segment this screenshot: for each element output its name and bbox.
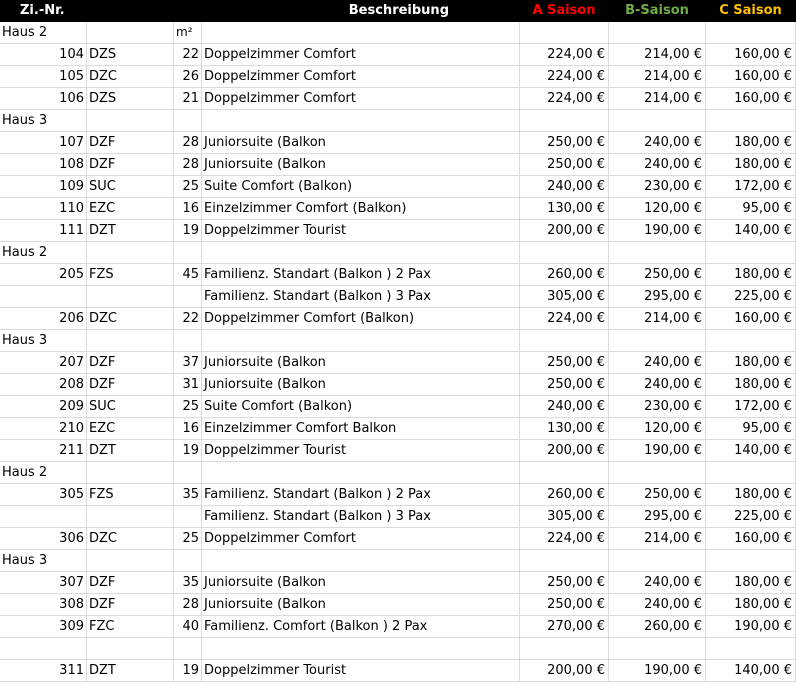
- description-cell[interactable]: Suite Comfort (Balkon): [202, 396, 520, 418]
- a-saison-price-cell[interactable]: 250,00 €: [520, 154, 609, 176]
- empty-cell[interactable]: [87, 242, 174, 264]
- room-size-cell[interactable]: 22: [174, 308, 202, 330]
- b-saison-price-cell[interactable]: 214,00 €: [609, 528, 706, 550]
- table-body: [0, 22, 796, 682]
- table-row: [0, 506, 796, 528]
- b-saison-price-cell[interactable]: 240,00 €: [609, 352, 706, 374]
- a-saison-price-cell[interactable]: 260,00 €: [520, 484, 609, 506]
- room-number-cell[interactable]: 106: [0, 88, 87, 110]
- c-saison-price-cell[interactable]: 160,00 €: [706, 308, 796, 330]
- house-label-cell[interactable]: Haus 3: [0, 330, 87, 352]
- a-saison-price-cell[interactable]: 250,00 €: [520, 572, 609, 594]
- a-saison-price-cell[interactable]: 200,00 €: [520, 660, 609, 682]
- description-cell[interactable]: Doppelzimmer Tourist: [202, 660, 520, 682]
- room-code-cell[interactable]: FZS: [87, 484, 174, 506]
- room-code-cell[interactable]: DZF: [87, 132, 174, 154]
- room-size-cell[interactable]: 28: [174, 132, 202, 154]
- a-saison-price-cell[interactable]: 224,00 €: [520, 308, 609, 330]
- empty-cell[interactable]: [87, 330, 174, 352]
- empty-cell[interactable]: [202, 110, 520, 132]
- description-cell[interactable]: Doppelzimmer Tourist: [202, 220, 520, 242]
- empty-cell[interactable]: [706, 330, 796, 352]
- header-blank-code[interactable]: [87, 0, 174, 22]
- table-row: [0, 396, 796, 418]
- description-cell[interactable]: Doppelzimmer Comfort: [202, 528, 520, 550]
- header-c-saison[interactable]: C Saison: [706, 0, 796, 22]
- room-number-cell[interactable]: 109: [0, 176, 87, 198]
- description-cell[interactable]: Suite Comfort (Balkon): [202, 176, 520, 198]
- b-saison-price-cell[interactable]: 190,00 €: [609, 220, 706, 242]
- room-size-cell[interactable]: 19: [174, 440, 202, 462]
- empty-cell[interactable]: [202, 638, 520, 660]
- empty-cell[interactable]: [202, 22, 520, 44]
- table-row: [0, 286, 796, 308]
- empty-cell[interactable]: [202, 550, 520, 572]
- table-row: [0, 440, 796, 462]
- description-cell[interactable]: Juniorsuite (Balkon: [202, 594, 520, 616]
- c-saison-price-cell[interactable]: 225,00 €: [706, 506, 796, 528]
- room-size-cell[interactable]: 25: [174, 176, 202, 198]
- table-row: [0, 594, 796, 616]
- b-saison-price-cell[interactable]: 240,00 €: [609, 594, 706, 616]
- c-saison-price-cell[interactable]: 180,00 €: [706, 594, 796, 616]
- a-saison-price-cell[interactable]: 250,00 €: [520, 352, 609, 374]
- room-code-cell[interactable]: EZC: [87, 198, 174, 220]
- table-row: [0, 616, 796, 638]
- empty-cell[interactable]: [174, 110, 202, 132]
- empty-cell[interactable]: [174, 330, 202, 352]
- room-number-cell[interactable]: 311: [0, 660, 87, 682]
- empty-cell[interactable]: [706, 462, 796, 484]
- table-row: [0, 374, 796, 396]
- table-row: [0, 154, 796, 176]
- empty-cell[interactable]: [174, 242, 202, 264]
- description-cell[interactable]: Doppelzimmer Tourist: [202, 440, 520, 462]
- room-size-cell[interactable]: 16: [174, 418, 202, 440]
- b-saison-price-cell[interactable]: 230,00 €: [609, 176, 706, 198]
- c-saison-price-cell[interactable]: 180,00 €: [706, 374, 796, 396]
- room-code-cell[interactable]: DZF: [87, 374, 174, 396]
- empty-cell[interactable]: [520, 638, 609, 660]
- b-saison-price-cell[interactable]: 214,00 €: [609, 88, 706, 110]
- room-number-cell[interactable]: 110: [0, 198, 87, 220]
- room-size-cell[interactable]: 35: [174, 572, 202, 594]
- empty-cell[interactable]: [520, 110, 609, 132]
- table-row: [0, 176, 796, 198]
- description-cell[interactable]: Familienz. Standart (Balkon ) 2 Pax: [202, 264, 520, 286]
- description-cell[interactable]: Einzelzimmer Comfort (Balkon): [202, 198, 520, 220]
- b-saison-price-cell[interactable]: 120,00 €: [609, 198, 706, 220]
- c-saison-price-cell[interactable]: 140,00 €: [706, 660, 796, 682]
- room-code-cell[interactable]: DZS: [87, 44, 174, 66]
- room-number-cell[interactable]: 211: [0, 440, 87, 462]
- description-cell[interactable]: Doppelzimmer Comfort (Balkon): [202, 308, 520, 330]
- room-code-cell[interactable]: [87, 506, 174, 528]
- b-saison-price-cell[interactable]: 240,00 €: [609, 572, 706, 594]
- table-row: [0, 220, 796, 242]
- b-saison-price-cell[interactable]: 250,00 €: [609, 484, 706, 506]
- a-saison-price-cell[interactable]: 305,00 €: [520, 286, 609, 308]
- room-code-cell[interactable]: SUC: [87, 396, 174, 418]
- house-row: [0, 550, 796, 572]
- room-size-cell[interactable]: 28: [174, 594, 202, 616]
- room-number-cell[interactable]: 111: [0, 220, 87, 242]
- description-cell[interactable]: Doppelzimmer Comfort: [202, 88, 520, 110]
- c-saison-price-cell[interactable]: 225,00 €: [706, 286, 796, 308]
- room-number-cell[interactable]: 104: [0, 44, 87, 66]
- room-number-cell[interactable]: 206: [0, 308, 87, 330]
- c-saison-price-cell[interactable]: 95,00 €: [706, 198, 796, 220]
- room-number-cell[interactable]: 210: [0, 418, 87, 440]
- room-code-cell[interactable]: DZT: [87, 660, 174, 682]
- house-label-cell[interactable]: Haus 3: [0, 110, 87, 132]
- house-label-cell[interactable]: Haus 2: [0, 22, 87, 44]
- b-saison-price-cell[interactable]: 120,00 €: [609, 418, 706, 440]
- b-saison-price-cell[interactable]: 240,00 €: [609, 154, 706, 176]
- empty-cell[interactable]: [202, 242, 520, 264]
- c-saison-price-cell[interactable]: 180,00 €: [706, 352, 796, 374]
- a-saison-price-cell[interactable]: 250,00 €: [520, 374, 609, 396]
- a-saison-price-cell[interactable]: 260,00 €: [520, 264, 609, 286]
- house-label-cell[interactable]: Haus 2: [0, 462, 87, 484]
- c-saison-price-cell[interactable]: 95,00 €: [706, 418, 796, 440]
- a-saison-price-cell[interactable]: 130,00 €: [520, 198, 609, 220]
- table-row: [0, 132, 796, 154]
- room-number-cell[interactable]: 108: [0, 154, 87, 176]
- a-saison-price-cell[interactable]: 270,00 €: [520, 616, 609, 638]
- empty-cell[interactable]: [609, 110, 706, 132]
- b-saison-price-cell[interactable]: 230,00 €: [609, 396, 706, 418]
- room-code-cell[interactable]: EZC: [87, 418, 174, 440]
- room-size-cell[interactable]: [174, 286, 202, 308]
- header-blank-m2[interactable]: [174, 0, 202, 22]
- header-row: [0, 0, 796, 22]
- table-row: [0, 352, 796, 374]
- empty-cell[interactable]: [87, 550, 174, 572]
- room-code-cell[interactable]: DZS: [87, 88, 174, 110]
- room-code-cell[interactable]: DZF: [87, 572, 174, 594]
- header-zi-nr[interactable]: Zi.-Nr.: [0, 0, 87, 22]
- room-code-cell[interactable]: FZC: [87, 616, 174, 638]
- room-size-cell[interactable]: 21: [174, 88, 202, 110]
- room-size-cell[interactable]: 40: [174, 616, 202, 638]
- description-cell[interactable]: Familienz. Standart (Balkon ) 3 Pax: [202, 286, 520, 308]
- house-row: [0, 242, 796, 264]
- empty-cell[interactable]: [174, 638, 202, 660]
- room-code-cell[interactable]: SUC: [87, 176, 174, 198]
- empty-cell[interactable]: [609, 462, 706, 484]
- b-saison-price-cell[interactable]: 240,00 €: [609, 374, 706, 396]
- room-size-cell[interactable]: 45: [174, 264, 202, 286]
- room-number-cell[interactable]: 208: [0, 374, 87, 396]
- table-row: [0, 198, 796, 220]
- room-number-cell[interactable]: 309: [0, 616, 87, 638]
- empty-cell[interactable]: [609, 550, 706, 572]
- b-saison-price-cell[interactable]: 190,00 €: [609, 440, 706, 462]
- empty-cell[interactable]: [520, 462, 609, 484]
- room-size-cell[interactable]: 26: [174, 66, 202, 88]
- a-saison-price-cell[interactable]: 240,00 €: [520, 176, 609, 198]
- room-number-cell[interactable]: 205: [0, 264, 87, 286]
- room-code-cell[interactable]: DZC: [87, 66, 174, 88]
- table-row: [0, 484, 796, 506]
- table-row: [0, 528, 796, 550]
- empty-cell[interactable]: [520, 550, 609, 572]
- room-code-cell[interactable]: DZT: [87, 220, 174, 242]
- a-saison-price-cell[interactable]: 224,00 €: [520, 44, 609, 66]
- table-row: [0, 660, 796, 682]
- room-code-cell[interactable]: [87, 286, 174, 308]
- c-saison-price-cell[interactable]: 180,00 €: [706, 154, 796, 176]
- description-cell[interactable]: Familienz. Standart (Balkon ) 2 Pax: [202, 484, 520, 506]
- b-saison-price-cell[interactable]: 295,00 €: [609, 286, 706, 308]
- c-saison-price-cell[interactable]: 160,00 €: [706, 44, 796, 66]
- description-cell[interactable]: Juniorsuite (Balkon: [202, 572, 520, 594]
- house-label-cell[interactable]: Haus 2: [0, 242, 87, 264]
- empty-cell[interactable]: [87, 638, 174, 660]
- room-number-cell[interactable]: [0, 286, 87, 308]
- room-code-cell[interactable]: DZF: [87, 154, 174, 176]
- b-saison-price-cell[interactable]: 214,00 €: [609, 66, 706, 88]
- empty-cell[interactable]: [87, 22, 174, 44]
- empty-cell[interactable]: [520, 22, 609, 44]
- room-code-cell[interactable]: FZS: [87, 264, 174, 286]
- room-size-cell[interactable]: 31: [174, 374, 202, 396]
- empty-cell[interactable]: [202, 330, 520, 352]
- room-size-cell[interactable]: [174, 506, 202, 528]
- c-saison-price-cell[interactable]: 140,00 €: [706, 220, 796, 242]
- room-number-cell[interactable]: 107: [0, 132, 87, 154]
- room-code-cell[interactable]: DZF: [87, 352, 174, 374]
- empty-cell[interactable]: [706, 242, 796, 264]
- description-cell[interactable]: Juniorsuite (Balkon: [202, 132, 520, 154]
- room-code-cell[interactable]: DZF: [87, 594, 174, 616]
- description-cell[interactable]: Juniorsuite (Balkon: [202, 352, 520, 374]
- room-number-cell[interactable]: [0, 506, 87, 528]
- empty-cell[interactable]: [706, 638, 796, 660]
- room-size-cell[interactable]: 25: [174, 396, 202, 418]
- room-number-cell[interactable]: 105: [0, 66, 87, 88]
- empty-cell[interactable]: [202, 462, 520, 484]
- a-saison-price-cell[interactable]: 200,00 €: [520, 440, 609, 462]
- description-cell[interactable]: Juniorsuite (Balkon: [202, 374, 520, 396]
- a-saison-price-cell[interactable]: 224,00 €: [520, 88, 609, 110]
- table-row: [0, 66, 796, 88]
- b-saison-price-cell[interactable]: 260,00 €: [609, 616, 706, 638]
- empty-cell[interactable]: [609, 22, 706, 44]
- header-b-saison[interactable]: B-Saison: [609, 0, 706, 22]
- empty-cell[interactable]: [706, 22, 796, 44]
- room-size-cell[interactable]: 22: [174, 44, 202, 66]
- table-row: [0, 88, 796, 110]
- c-saison-price-cell[interactable]: 180,00 €: [706, 264, 796, 286]
- c-saison-price-cell[interactable]: 172,00 €: [706, 176, 796, 198]
- b-saison-price-cell[interactable]: 214,00 €: [609, 308, 706, 330]
- house-row: [0, 22, 796, 44]
- c-saison-price-cell[interactable]: 172,00 €: [706, 396, 796, 418]
- house-label-cell[interactable]: Haus 3: [0, 550, 87, 572]
- a-saison-price-cell[interactable]: 200,00 €: [520, 220, 609, 242]
- b-saison-price-cell[interactable]: 240,00 €: [609, 132, 706, 154]
- a-saison-price-cell[interactable]: 240,00 €: [520, 396, 609, 418]
- room-size-cell[interactable]: 16: [174, 198, 202, 220]
- house-row: [0, 330, 796, 352]
- room-code-cell[interactable]: DZC: [87, 308, 174, 330]
- header-beschreibung[interactable]: Beschreibung: [202, 0, 520, 22]
- empty-cell[interactable]: [520, 242, 609, 264]
- description-cell[interactable]: Familienz. Standart (Balkon ) 3 Pax: [202, 506, 520, 528]
- description-cell[interactable]: Familienz. Comfort (Balkon ) 2 Pax: [202, 616, 520, 638]
- c-saison-price-cell[interactable]: 160,00 €: [706, 528, 796, 550]
- unit-cell[interactable]: m²: [174, 22, 202, 44]
- room-size-cell[interactable]: 35: [174, 484, 202, 506]
- house-row: [0, 462, 796, 484]
- b-saison-price-cell[interactable]: 190,00 €: [609, 660, 706, 682]
- empty-cell[interactable]: [706, 110, 796, 132]
- room-size-cell[interactable]: 37: [174, 352, 202, 374]
- room-code-cell[interactable]: DZC: [87, 528, 174, 550]
- empty-cell[interactable]: [87, 110, 174, 132]
- c-saison-price-cell[interactable]: 180,00 €: [706, 572, 796, 594]
- c-saison-price-cell[interactable]: 140,00 €: [706, 440, 796, 462]
- room-number-cell[interactable]: 306: [0, 528, 87, 550]
- b-saison-price-cell[interactable]: 250,00 €: [609, 264, 706, 286]
- room-number-cell[interactable]: 209: [0, 396, 87, 418]
- a-saison-price-cell[interactable]: 305,00 €: [520, 506, 609, 528]
- a-saison-price-cell[interactable]: 130,00 €: [520, 418, 609, 440]
- header-a-saison[interactable]: A Saison: [520, 0, 609, 22]
- c-saison-price-cell[interactable]: 160,00 €: [706, 66, 796, 88]
- house-row: [0, 110, 796, 132]
- room-size-cell[interactable]: 25: [174, 528, 202, 550]
- c-saison-price-cell[interactable]: 180,00 €: [706, 132, 796, 154]
- c-saison-price-cell[interactable]: 160,00 €: [706, 88, 796, 110]
- c-saison-price-cell[interactable]: 190,00 €: [706, 616, 796, 638]
- b-saison-price-cell[interactable]: 295,00 €: [609, 506, 706, 528]
- description-cell[interactable]: Juniorsuite (Balkon: [202, 154, 520, 176]
- room-code-cell[interactable]: DZT: [87, 440, 174, 462]
- empty-cell[interactable]: [520, 330, 609, 352]
- empty-cell[interactable]: [87, 462, 174, 484]
- description-cell[interactable]: Doppelzimmer Comfort: [202, 44, 520, 66]
- empty-cell[interactable]: [174, 550, 202, 572]
- blank-row: [0, 638, 796, 660]
- empty-cell[interactable]: [174, 462, 202, 484]
- table-row: [0, 264, 796, 286]
- room-size-cell[interactable]: 19: [174, 220, 202, 242]
- a-saison-price-cell[interactable]: 224,00 €: [520, 66, 609, 88]
- room-number-cell[interactable]: 307: [0, 572, 87, 594]
- empty-cell[interactable]: [609, 242, 706, 264]
- table-row: [0, 418, 796, 440]
- a-saison-price-cell[interactable]: 250,00 €: [520, 132, 609, 154]
- table-row: [0, 572, 796, 594]
- empty-cell[interactable]: [609, 330, 706, 352]
- room-number-cell[interactable]: 305: [0, 484, 87, 506]
- empty-cell[interactable]: [706, 550, 796, 572]
- room-number-cell[interactable]: 207: [0, 352, 87, 374]
- empty-cell[interactable]: [0, 638, 87, 660]
- table-row: [0, 308, 796, 330]
- table-row: [0, 44, 796, 66]
- a-saison-price-cell[interactable]: 250,00 €: [520, 594, 609, 616]
- empty-cell[interactable]: [609, 638, 706, 660]
- a-saison-price-cell[interactable]: 224,00 €: [520, 528, 609, 550]
- room-number-cell[interactable]: 308: [0, 594, 87, 616]
- c-saison-price-cell[interactable]: 180,00 €: [706, 484, 796, 506]
- room-size-cell[interactable]: 19: [174, 660, 202, 682]
- description-cell[interactable]: Doppelzimmer Comfort: [202, 66, 520, 88]
- b-saison-price-cell[interactable]: 214,00 €: [609, 44, 706, 66]
- room-size-cell[interactable]: 28: [174, 154, 202, 176]
- description-cell[interactable]: Einzelzimmer Comfort Balkon: [202, 418, 520, 440]
